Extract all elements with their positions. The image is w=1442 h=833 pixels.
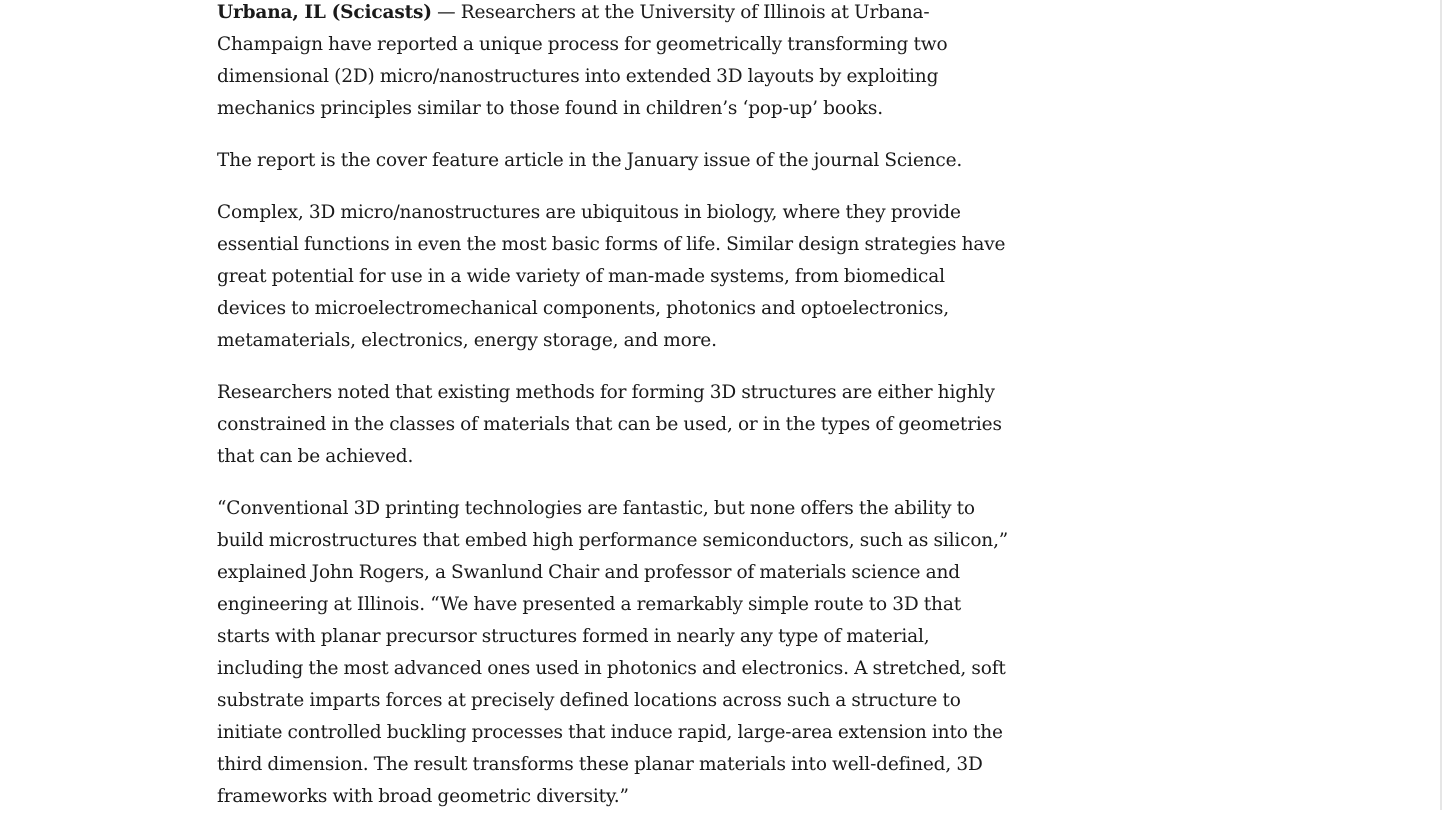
article-paragraph: The report is the cover feature article in the January issue of the journal Science.: [217, 150, 963, 171]
article-paragraph-quote: “Conventional 3D printing technologies are fantastic, but none offers the ability to build microstructures that embed high performance semiconductors, such as silicon,” explained John Rogers, a Swanlund Chair and professor of materials science and engineering at Illinois. “We have presented a remarkably simple route to 3D that starts with planar precursor structures formed in nearly any type of material, including the most advanced ones used in photonics and electronics. A stretched, soft substrate imparts forces at precisely defined locations across such a structure to initiate controlled buckling processes that induce rapid, large-area extension into the third dimension. The result transforms these planar materials into well-defined, 3D frameworks with broad geometric diversity.”: [217, 498, 1009, 807]
article-paragraph: Complex, 3D micro/nanostructures are ubiquitous in biology, where they provide essential functions in even the most basic forms of life. Similar design strategies have great potential for use in a wide variety of man-made systems, from biomedical devices to microelectromechanical components, photonics and optoelectronics, metamaterials, electronics, energy storage, and more.: [217, 202, 1006, 351]
dateline: Urbana, IL (Scicasts): [217, 2, 432, 23]
article-paragraph: Researchers noted that existing methods for forming 3D structures are either highly constrained in the classes of materials that can be used, or in the types of geometries that can be achieved.: [217, 382, 1002, 467]
article-body: [217, 0, 1017, 833]
dateline-separator: —: [431, 2, 461, 23]
lead-text: Researchers at the University of Illinois at Urbana-Champaign have reported a unique process for geometrically transforming two dimensional (2D) micro/nanostructures into extended 3D layouts by exploiting mechanics principles similar to those found in children’s ‘pop-up’ books.: [217, 2, 948, 119]
article-paragraph-lead: [217, 0, 1017, 125]
